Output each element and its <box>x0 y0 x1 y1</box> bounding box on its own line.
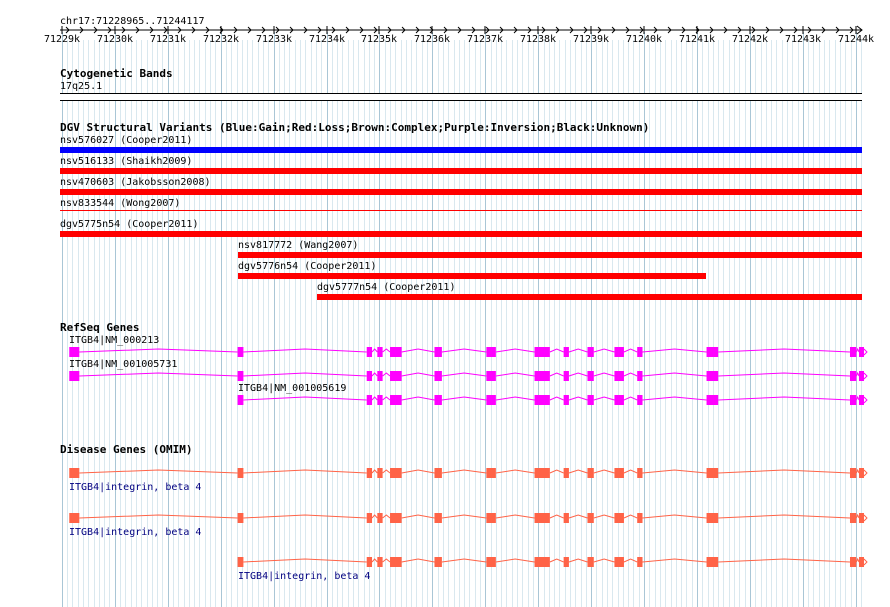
refseq-transcript-intron <box>569 349 588 352</box>
minor-grid-line <box>819 40 820 607</box>
minor-grid-line <box>771 40 772 607</box>
strand-arrow-icon <box>864 397 867 403</box>
omim-track-title[interactable]: Disease Genes (OMIM) <box>60 443 193 456</box>
major-grid-line <box>62 32 63 607</box>
major-grid-line <box>750 32 751 607</box>
omim-gene-intron <box>569 515 588 518</box>
ruler-tick-label: 71243k <box>784 34 822 45</box>
minor-grid-line <box>766 40 767 607</box>
minor-grid-line <box>718 40 719 607</box>
dgv-variant-bar[interactable] <box>238 273 706 279</box>
refseq-track-title[interactable]: RefSeq Genes <box>60 321 140 334</box>
minor-grid-line <box>686 40 687 607</box>
minor-grid-line <box>671 40 672 607</box>
omim-gene-exon <box>535 557 550 567</box>
minor-grid-line <box>840 40 841 607</box>
minor-grid-line <box>813 40 814 607</box>
major-grid-line <box>485 32 486 607</box>
major-grid-line <box>591 32 592 607</box>
ruler-tick-label: 71241k <box>678 34 716 45</box>
strand-arrow-icon <box>864 515 867 521</box>
refseq-transcript-intron <box>383 397 390 400</box>
refseq-transcript-exon <box>535 395 550 405</box>
omim-gene-label[interactable]: ITGB4|integrin, beta 4 <box>69 482 202 493</box>
minor-grid-line <box>761 40 762 607</box>
cyto-track-title[interactable]: Cytogenetic Bands <box>60 67 173 80</box>
minor-grid-line <box>665 40 666 607</box>
minor-grid-line <box>729 40 730 607</box>
ruler-tick-label: 71236k <box>413 34 451 45</box>
omim-gene-intron <box>624 470 637 473</box>
major-grid-line <box>538 32 539 607</box>
refseq-transcript-intron <box>383 373 390 376</box>
refseq-transcript-intron <box>718 397 850 400</box>
refseq-transcript-exon <box>535 347 550 357</box>
refseq-transcript-exon <box>535 371 550 381</box>
dgv-variant-label: nsv833544 (Wong2007) <box>60 198 181 209</box>
minor-grid-line <box>776 40 777 607</box>
dgv-track-title[interactable]: DGV Structural Variants (Blue:Gain;Red:Loss;Brown:Complex;Purple:Inversion;Black:Unknown) <box>60 121 650 134</box>
omim-gene-intron <box>624 559 637 562</box>
refseq-transcript-intron <box>550 349 564 352</box>
refseq-transcript-intron <box>550 397 564 400</box>
ruler-tick-label: 71233k <box>255 34 293 45</box>
minor-grid-line <box>739 40 740 607</box>
minor-grid-line <box>745 40 746 607</box>
dgv-variant-label: dgv5776n54 (Cooper2011) <box>238 261 377 272</box>
ruler-tick-label: 71237k <box>466 34 504 45</box>
ruler-tick-label: 71230k <box>96 34 134 45</box>
minor-grid-line <box>792 40 793 607</box>
ruler-tick-label: 71234k <box>308 34 346 45</box>
major-grid-line <box>221 32 222 607</box>
refseq-transcript-intron <box>624 349 637 352</box>
strand-arrow-icon <box>864 559 867 565</box>
strand-arrow-icon <box>864 470 867 476</box>
strand-arrow-icon <box>864 349 867 355</box>
omim-gene-exon <box>535 513 550 523</box>
ruler-tick-label: 71240k <box>625 34 663 45</box>
major-grid-line <box>327 32 328 607</box>
minor-grid-line <box>824 40 825 607</box>
ruler-tick-label: 71238k <box>519 34 557 45</box>
refseq-transcript-label: ITGB4|NM_001005619 <box>238 383 347 394</box>
refseq-transcript-intron <box>550 373 564 376</box>
omim-gene-label[interactable]: ITGB4|integrin, beta 4 <box>69 527 202 538</box>
refseq-transcript-intron <box>718 349 850 352</box>
dgv-variant-bar[interactable] <box>60 210 862 211</box>
minor-grid-line <box>708 40 709 607</box>
minor-grid-line <box>861 40 862 607</box>
minor-grid-line <box>713 40 714 607</box>
dgv-variant-label: nsv516133 (Shaikh2009) <box>60 156 193 167</box>
minor-grid-line <box>676 40 677 607</box>
dgv-variant-label: nsv470603 (Jakobsson2008) <box>60 177 211 188</box>
omim-gene-intron <box>718 470 850 473</box>
dgv-variant-bar[interactable] <box>238 252 862 258</box>
minor-grid-line <box>755 40 756 607</box>
strand-arrow-icon <box>864 373 867 379</box>
minor-grid-line <box>681 40 682 607</box>
dgv-variant-label: nsv576027 (Cooper2011) <box>60 135 193 146</box>
major-grid-line <box>803 32 804 607</box>
minor-grid-line <box>702 40 703 607</box>
ruler-tick-label: 71229k <box>43 34 81 45</box>
minor-grid-line <box>835 40 836 607</box>
omim-gene-intron <box>718 559 850 562</box>
refseq-transcript-intron <box>569 397 588 400</box>
refseq-transcript-label: ITGB4|NM_001005731 <box>69 359 178 370</box>
cyto-band[interactable] <box>60 93 862 101</box>
omim-gene-intron <box>550 515 564 518</box>
omim-gene-intron <box>624 515 637 518</box>
major-grid-line <box>274 32 275 607</box>
major-grid-line <box>432 32 433 607</box>
location-label: chr17:71228965..71244117 <box>60 16 205 27</box>
dgv-variant-label: nsv817772 (Wang2007) <box>238 240 359 251</box>
major-grid-line <box>168 32 169 607</box>
ruler-tick-label: 71232k <box>202 34 240 45</box>
omim-gene-label[interactable]: ITGB4|integrin, beta 4 <box>238 571 371 582</box>
minor-grid-line <box>660 40 661 607</box>
omim-gene-intron <box>718 515 850 518</box>
omim-gene-intron <box>550 470 564 473</box>
refseq-transcript-intron <box>624 373 637 376</box>
omim-gene-exon <box>535 468 550 478</box>
refseq-transcript-label: ITGB4|NM_000213 <box>69 335 160 346</box>
minor-grid-line <box>829 40 830 607</box>
refseq-transcript-intron <box>569 373 588 376</box>
dgv-variant-label: dgv5777n54 (Cooper2011) <box>317 282 456 293</box>
refseq-transcript-intron <box>383 349 390 352</box>
ruler-tick-label: 71231k <box>149 34 187 45</box>
ruler-tick-label: 71235k <box>360 34 398 45</box>
dgv-variant-bar[interactable] <box>60 168 862 174</box>
refseq-transcript-intron <box>718 373 850 376</box>
minor-grid-line <box>787 40 788 607</box>
dgv-variant-bar[interactable] <box>60 231 862 237</box>
omim-gene-intron <box>569 559 588 562</box>
major-grid-line <box>644 32 645 607</box>
ruler-tick-label: 71242k <box>731 34 769 45</box>
omim-gene-intron <box>383 470 390 473</box>
omim-gene-intron <box>383 515 390 518</box>
minor-grid-line <box>734 40 735 607</box>
dgv-variant-bar[interactable] <box>60 189 862 195</box>
minor-grid-line <box>851 40 852 607</box>
refseq-transcript-intron <box>624 397 637 400</box>
ruler-tick-label: 71244k <box>837 34 875 45</box>
ruler-tick-label: 71239k <box>572 34 610 45</box>
minor-grid-line <box>723 40 724 607</box>
minor-grid-line <box>692 40 693 607</box>
minor-grid-line <box>808 40 809 607</box>
dgv-variant-label: dgv5775n54 (Cooper2011) <box>60 219 199 230</box>
minor-grid-line <box>655 40 656 607</box>
omim-gene-intron <box>383 559 390 562</box>
omim-gene-intron <box>550 559 564 562</box>
minor-grid-line <box>782 40 783 607</box>
major-grid-line <box>697 32 698 607</box>
dgv-variant-bar[interactable] <box>317 294 862 300</box>
minor-grid-line <box>845 40 846 607</box>
major-grid-line <box>115 32 116 607</box>
cyto-band-label: 17q25.1 <box>60 81 103 92</box>
omim-gene-intron <box>569 470 588 473</box>
major-grid-line <box>379 32 380 607</box>
major-grid-line <box>856 32 857 607</box>
dgv-variant-bar[interactable] <box>60 147 862 153</box>
minor-grid-line <box>798 40 799 607</box>
